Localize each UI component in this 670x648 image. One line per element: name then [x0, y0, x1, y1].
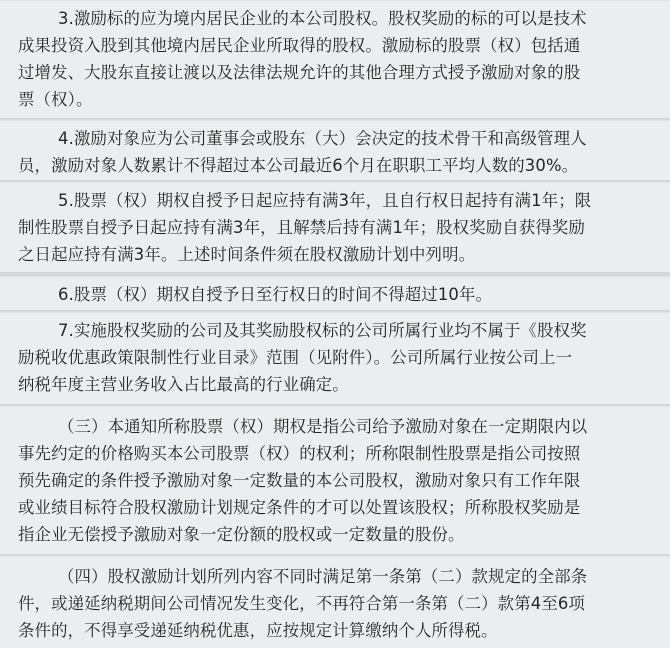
paragraph-item-6	[0, 276, 670, 310]
paragraph-line: 员，激励对象人数累计不得超过本公司最近6个月在职职工平均人数的30%。	[18, 156, 579, 175]
paragraph-item-5	[0, 182, 670, 272]
paragraph-line: 条件的，不得享受递延纳税优惠，应按规定计算缴纳个人所得税。	[18, 621, 498, 640]
paragraph-line: 纳税年度主营业务收入占比最高的行业确定。	[18, 375, 349, 394]
paragraph-line: 7.实施股权奖励的公司及其奖励股权标的公司所属行业均不属于《股权奖	[58, 321, 587, 340]
paragraph-line: 4.激励对象应为公司董事会或股东（大）会决定的技术骨干和高级管理人	[58, 129, 587, 148]
paragraph-item-4	[0, 120, 670, 180]
paragraph-line: 成果投资入股到其他境内居民企业所取得的股权。激励标的股票（权）包括通	[18, 36, 581, 55]
paragraph-line: 件，或递延纳税期间公司情况发生变化，不再符合第一条第（二）款第4至6项	[18, 594, 585, 613]
paragraph-line: 之日起应持有满3年。上述时间条件须在股权激励计划中列明。	[18, 245, 476, 264]
paragraph-line: 指企业无偿授予激励对象一定份额的股权或一定数量的股份。	[18, 525, 465, 544]
paragraph-line: 制性股票自授予日起应持有满3年，且解禁后持有满1年；股权奖励自获得奖励	[18, 218, 585, 237]
paragraph-item-3	[0, 0, 670, 118]
paragraph-line: 事先约定的价格购买本公司股票（权）的权利；所称限制性股票是指公司按照	[18, 444, 581, 463]
paragraph-line: 票（权）。	[18, 90, 93, 109]
paragraph-line: 3.激励标的应为境内居民企业的本公司股权。股权奖励的标的可以是技术	[58, 9, 587, 28]
paragraph-line: 励税收优惠政策限制性行业目录》范围（见附件）。公司所属行业按公司上一	[18, 348, 573, 367]
paragraph-line: 预先确定的条件授予激励对象一定数量的本公司股权，激励对象只有工作年限	[18, 471, 581, 490]
paragraph-line: （三）本通知所称股票（权）期权是指公司给予激励对象在一定期限内以	[58, 417, 588, 436]
section-item-3	[0, 406, 670, 554]
section-item-4	[0, 556, 670, 648]
paragraph-line: 或业绩目标符合股权激励计划规定条件的才可以处置该股权；所称股权奖励是	[18, 498, 581, 517]
paragraph-line: （四）股权激励计划所列内容不同时满足第一条第（二）款规定的全部条	[58, 567, 588, 586]
paragraph-line: 5.股票（权）期权自授予日起应持有满3年，且自行权日起持有满1年；限	[58, 191, 592, 210]
paragraph-line: 过增发、大股东直接让渡以及法律法规允许的其他合理方式授予激励对象的股	[18, 63, 581, 82]
paragraph-line: 6.股票（权）期权自授予日至行权日的时间不得超过10年。	[58, 285, 493, 304]
paragraph-item-7	[0, 312, 670, 404]
